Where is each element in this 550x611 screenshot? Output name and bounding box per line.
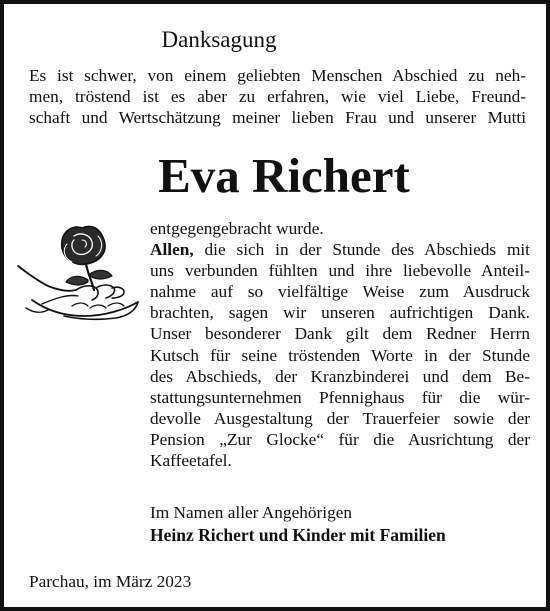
- intro-paragraph: [29, 65, 526, 128]
- body-line: Pension „Zur Glocke“ für die Ausrichtung der: [150, 429, 530, 449]
- body-line: uns verbunden fühlten und ihre liebevolle Anteil-: [150, 261, 530, 281]
- body-line: Kutsch für seine tröstenden Worte in der Stunde: [150, 345, 530, 365]
- intro-line: schaft und Wertschätzung meiner lieben Frau und unserer Mutti: [29, 108, 526, 127]
- body-line: [150, 239, 530, 260]
- body-line: nahme auf so vielfältige Weise zum Ausdruck: [150, 282, 530, 302]
- signature-names: Heinz Richert und Kinder mit Familien: [150, 525, 446, 545]
- body-line: devolle Ausgestaltung der Trauerfeier sowie der: [150, 408, 530, 428]
- place-date: Parchau, im März 2023: [29, 572, 192, 591]
- rose-in-hands-icon: [12, 214, 146, 334]
- body-line: des Abschieds, der Kranzbinderei und dem Be-: [150, 366, 530, 386]
- body-line-rest: die sich in der Stunde des Abschieds mit: [193, 240, 530, 260]
- body-line: Unser besonderer Dank gilt dem Redner Herrn: [150, 324, 530, 344]
- signature-intro: Im Namen aller Angehörigen: [150, 503, 353, 522]
- notice-heading: Danksagung: [161, 27, 277, 52]
- deceased-name: Eva Richert: [158, 148, 410, 203]
- intro-line: Es ist schwer, von einem geliebten Menschen Abschied zu neh-: [29, 66, 526, 85]
- addressee-bold: Allen,: [150, 240, 194, 260]
- body-line: entgegengebracht wurde.: [150, 219, 324, 238]
- body-line: Kaffeetafel.: [150, 451, 232, 471]
- body-paragraph: [150, 218, 530, 471]
- body-line: brachten, sagen wir unseren aufrichtigen Dank.: [150, 303, 530, 323]
- intro-line: men, tröstend ist es aber zu erfahren, wie viel Liebe, Freund-: [29, 87, 526, 106]
- body-line: stattungsunternehmen Pfennighaus für die wür-: [150, 387, 530, 407]
